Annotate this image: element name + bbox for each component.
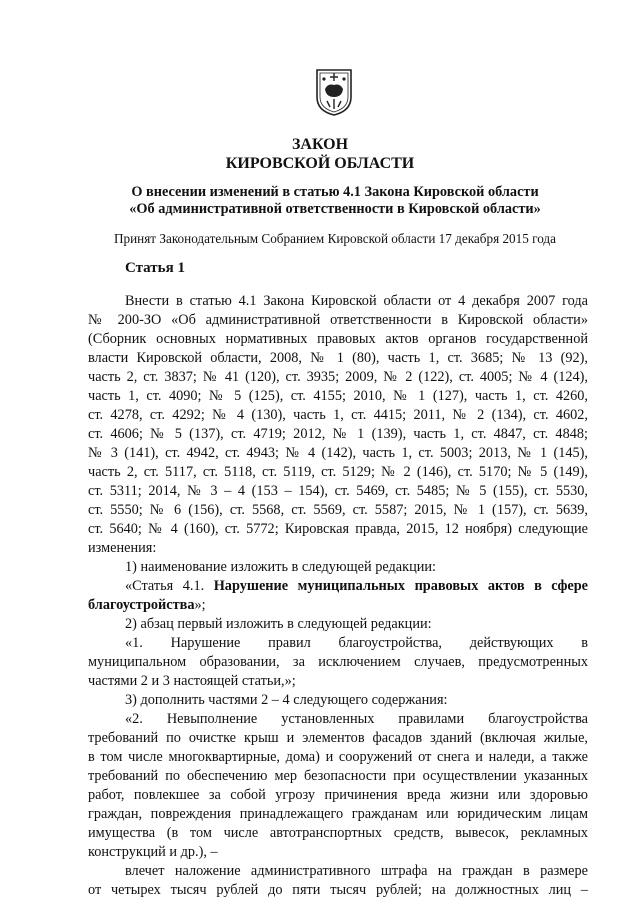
law-subject-line-2: «Об административной ответственности в Кировской области» [129, 201, 541, 217]
item-3-text-line: работ, повлекшее за собой угрозу причинения вреда жизни или здоровью [88, 787, 588, 803]
article-text-line: ст. 5311; 2014, № 3 – 4 (153 – 154), ст. 5469, ст. 5485; № 5 (155), ст. 5530, [88, 483, 588, 499]
penalty-text-line: влечет наложение административного штрафа на граждан в размере [125, 863, 588, 879]
law-title: ЗАКОН [291, 136, 349, 153]
item-2-text-line: муниципальном образовании, за исключением случаев, предусмотренных [88, 654, 588, 670]
article-text-line: (Сборник основных нормативных правовых актов органов государственной [88, 331, 588, 347]
item-3-text-line: в том числе многоквартирные, дома) и сооружений от снега и наледи, а также [88, 749, 588, 765]
item-2-intro: 2) абзац первый изложить в следующей редакции: [125, 616, 432, 632]
item-3-text-line: «2. Невыполнение установленных правилами благоустройства [125, 711, 588, 727]
item-1-bold-title: Нарушение муниципальных правовых актов в сфере [213, 578, 588, 594]
article-text-line: ст. 5640; № 4 (160), ст. 5772; Кировская правда, 2015, 12 ноября) следующие [88, 521, 588, 537]
article-text-line: часть 2, ст. 5117, ст. 5118, ст. 5119, ст. 5129; № 2 (146), ст. 5170; № 5 (149), [88, 464, 588, 480]
item-3-intro: 3) дополнить частями 2 – 4 следующего содержания: [125, 692, 448, 708]
article-text-line: ст. 5550; № 6 (156), ст. 5568, ст. 5569, ст. 5587; 2015, № 1 (157), ст. 5639, [88, 502, 588, 518]
item-1-new-title-line-2 [88, 596, 588, 615]
item-3-text-line: требований по обеспечению мер безопасности при осуществлении указанных [88, 768, 588, 784]
article-text-line: власти Кировской области, 2008, № 1 (80), часть 1, ст. 3685; № 13 (92), [88, 350, 588, 366]
item-3-text-line: граждан, повреждения принадлежащего гражданам или юридическим лицам [88, 806, 588, 822]
article-text-line: часть 1, ст. 4090; № 5 (125), ст. 4155; 2010, № 1 (127), часть 1, ст. 4260, [88, 388, 588, 404]
article-heading: Статья 1 [125, 260, 185, 276]
law-subject-line-1: О внесении изменений в статью 4.1 Закона Кировской области [131, 184, 539, 200]
article-text-line: ст. 4278, ст. 4292; № 4 (130), часть 1, ст. 4415; 2011, № 2 (134), ст. 4602, [88, 407, 588, 423]
article-text-line: № 3 (141), ст. 4942, ст. 4943; № 4 (142), часть 1, ст. 5003; 2013, № 1 (145), [88, 445, 588, 461]
item-3-text-line: требований по очистке крыш и элементов фасадов зданий (включая жилые, [88, 730, 588, 746]
article-text-line: ст. 4606; № 5 (137), ст. 4719; 2012, № 1 (139), часть 1, ст. 4847, ст. 4848; [88, 426, 588, 442]
item-3-text-line: конструкций и др.), – [88, 844, 218, 860]
item-1-new-title-line-1 [125, 577, 588, 596]
item-2-text-line: частями 2 и 3 настоящей статьи,»; [88, 673, 296, 689]
item-3-text-line: имущества (в том числе автотранспортных средств, вывесок, рекламных [88, 825, 588, 841]
penalty-text-line: от четырех тысяч рублей до пяти тысяч рублей; на должностных лиц – [88, 882, 588, 898]
item-1-intro: 1) наименование изложить в следующей редакции: [125, 559, 436, 575]
coat-of-arms-icon [315, 67, 353, 117]
article-text-line: № 200-ЗО «Об административной ответственности в Кировской области» [88, 312, 588, 328]
article-text-line: часть 2, ст. 3837; № 41 (120), ст. 3935; 2009, № 2 (122), ст. 4005; № 4 (124), [88, 369, 588, 385]
article-text-line: изменения: [88, 540, 157, 556]
item-2-text-line: «1. Нарушение правил благоустройства, действующих в [125, 635, 588, 651]
article-text-line: Внести в статью 4.1 Закона Кировской области от 4 декабря 2007 года [125, 293, 588, 309]
item-1-prefix: «Статья 4.1. [125, 578, 214, 594]
law-region: КИРОВСКОЙ ОБЛАСТИ [225, 155, 415, 172]
item-1-bold-title-end: благоустройства [88, 597, 195, 613]
item-1-suffix: »; [194, 597, 206, 613]
adoption-statement: Принят Законодательным Собранием Кировской области 17 декабря 2015 года [114, 231, 556, 246]
